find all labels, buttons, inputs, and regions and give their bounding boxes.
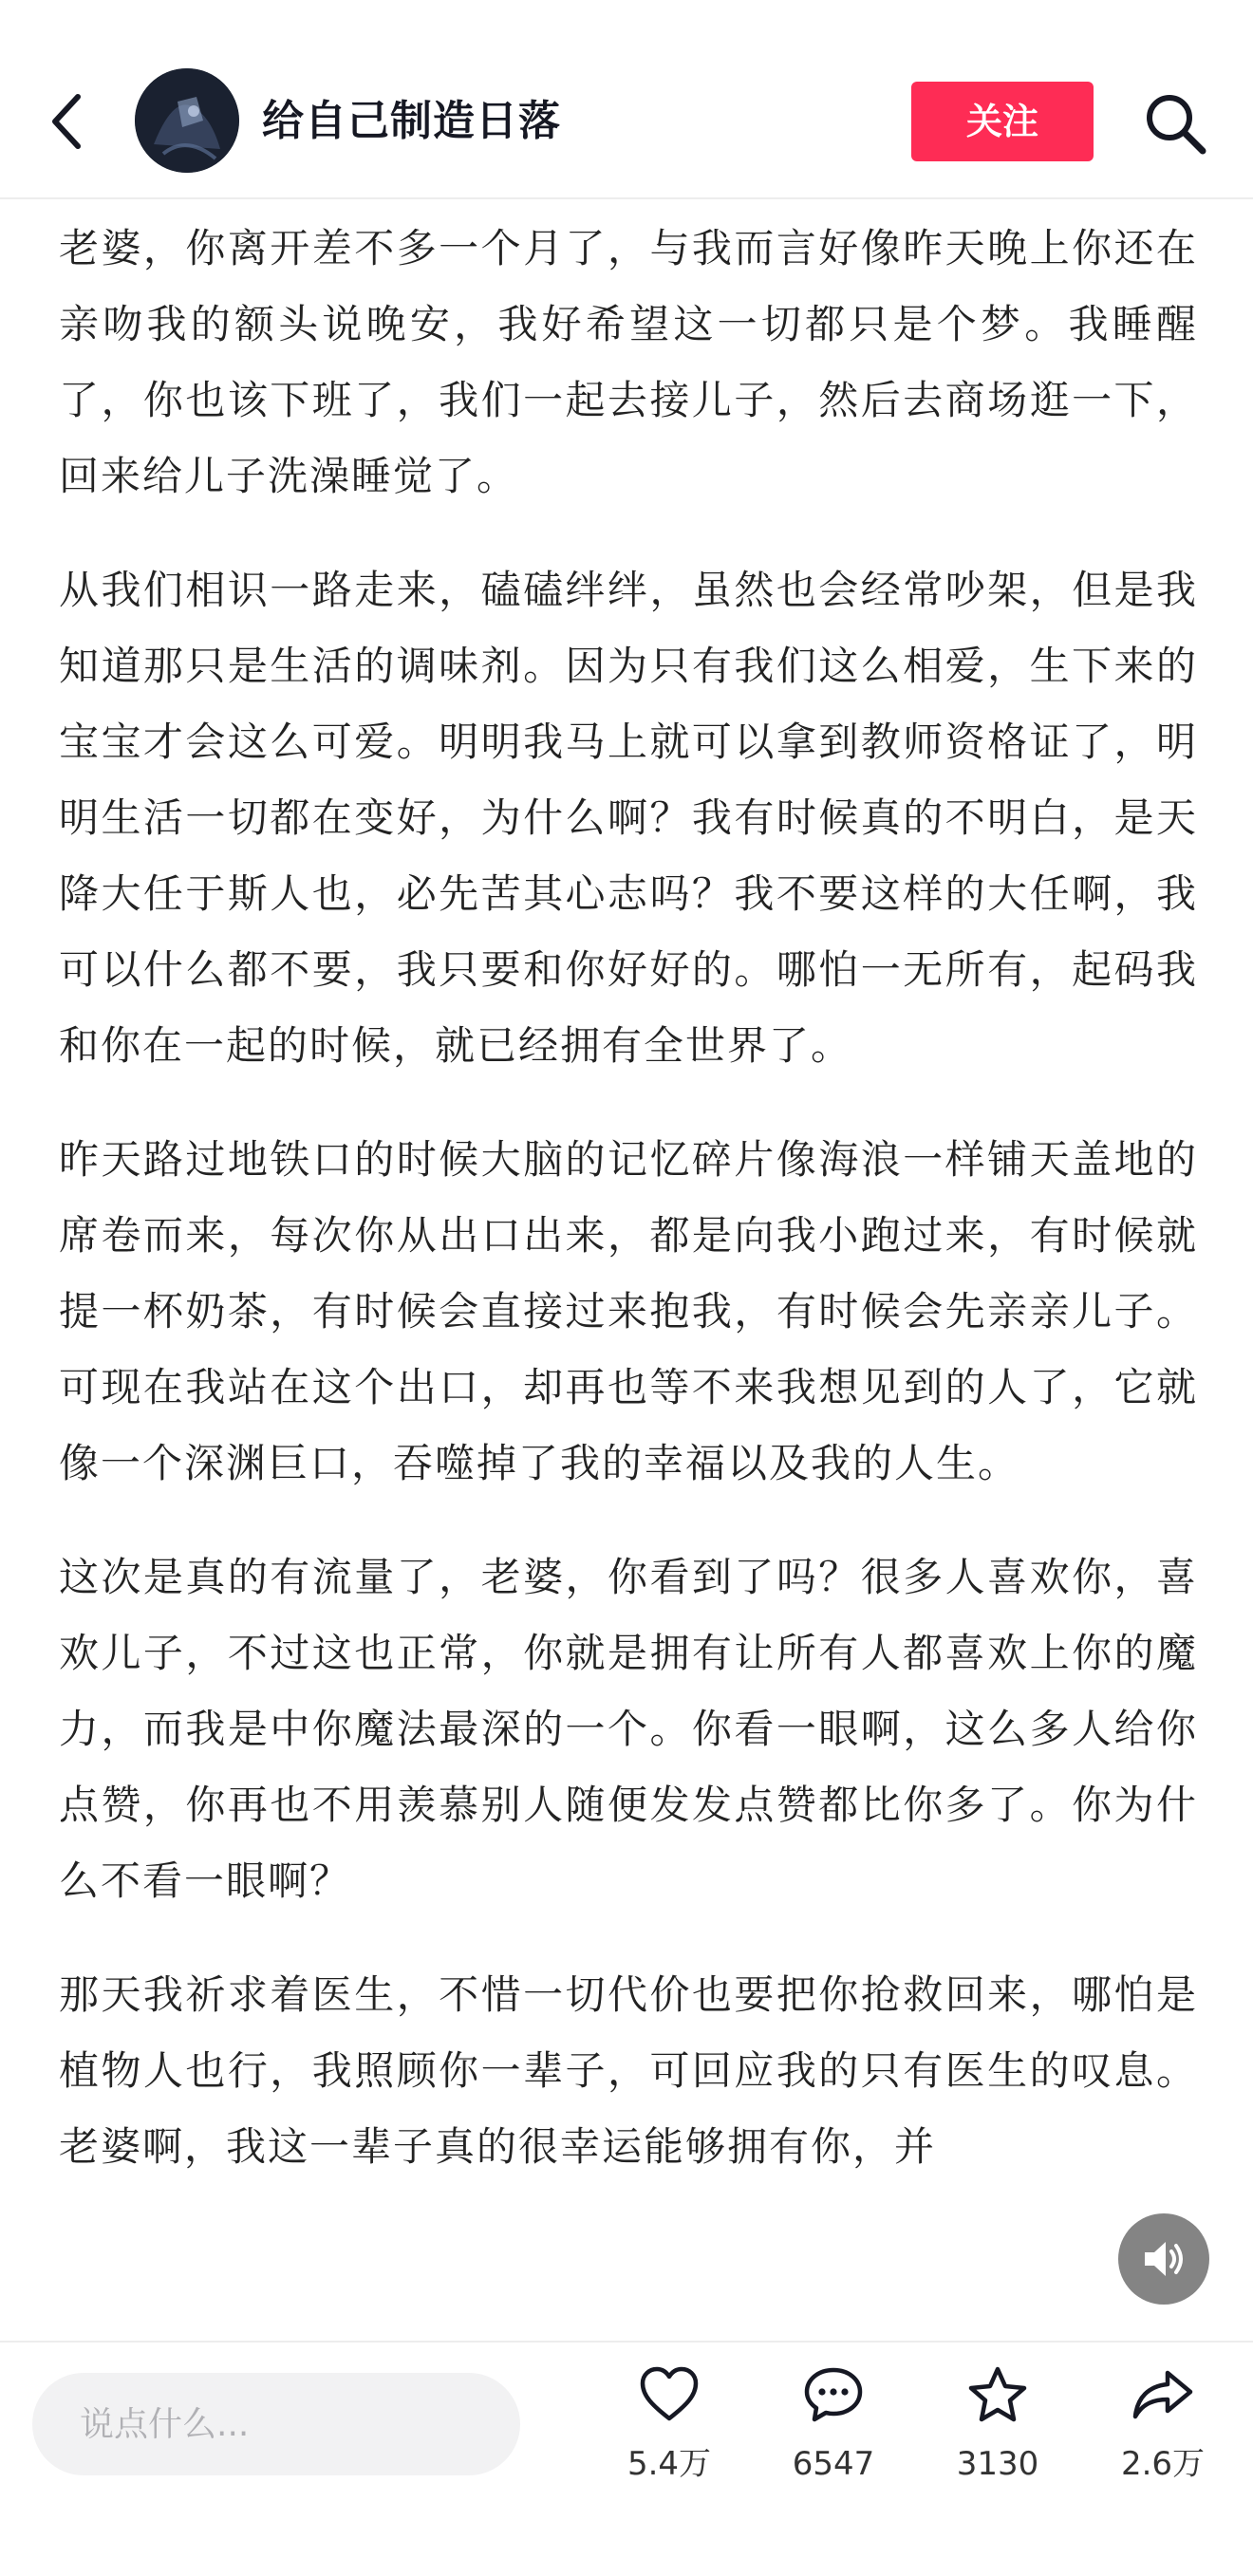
volume-button[interactable] xyxy=(1118,2213,1209,2305)
share-arrow-icon xyxy=(1131,2367,1194,2422)
heart-icon xyxy=(639,2366,700,2423)
search-button[interactable] xyxy=(1137,85,1213,161)
bottom-action-bar xyxy=(0,2341,1253,2576)
like-count: 5.4万 xyxy=(626,2445,712,2483)
avatar-image xyxy=(135,68,239,173)
comment-bubble-icon xyxy=(803,2366,864,2423)
article-paragraph: 老婆，你离开差不多一个月了，与我而言好像昨天晚上你还在亲吻我的额头说晚安，我好希望这一切都只是个梦。我睡醒了，你也该下班了，我们一起去接儿子，然后去商场逛一下，回来给儿子洗澡睡觉了。 xyxy=(59,225,1198,499)
favorite-button[interactable] xyxy=(931,2361,1064,2504)
author-avatar[interactable] xyxy=(135,68,239,173)
comment-count: 6547 xyxy=(792,2445,875,2483)
comment-input[interactable] xyxy=(32,2373,520,2475)
like-button[interactable] xyxy=(603,2361,736,2504)
follow-button[interactable]: 关注 xyxy=(911,82,1094,161)
article-body xyxy=(59,211,1198,2342)
search-icon xyxy=(1142,90,1208,157)
article-paragraph: 那天我祈求着医生，不惜一切代价也要把你抢救回来，哪怕是植物人也行，我照顾你一辈子，可回应我的只有医生的叹息。老婆啊，我这一辈子真的很幸运能够拥有你，并 xyxy=(59,1971,1198,2170)
speaker-volume-icon xyxy=(1139,2234,1188,2284)
back-arrow-icon xyxy=(47,91,85,152)
article-paragraph: 昨天路过地铁口的时候大脑的记忆碎片像海浪一样铺天盖地的席卷而来，每次你从出口出来，都是向我小跑过来，有时候就提一杯奶茶，有时候会直接过来抱我，有时候会先亲亲儿子。可现在我站在这个出口，却再也等不来我想见到的人了，它就像一个深渊巨口，吞噬掉了我的幸福以及我的人生。 xyxy=(59,1136,1198,1486)
author-name[interactable]: 给自己制造日落 xyxy=(262,97,561,145)
share-button[interactable] xyxy=(1096,2361,1229,2504)
favorite-count: 3130 xyxy=(956,2445,1039,2483)
share-count: 2.6万 xyxy=(1120,2445,1206,2483)
comment-button[interactable] xyxy=(767,2361,900,2504)
star-icon xyxy=(967,2365,1028,2424)
article-paragraph: 这次是真的有流量了，老婆，你看到了吗？很多人喜欢你，喜欢儿子，不过这也正常，你就是拥有让所有人都喜欢上你的魔力，而我是中你魔法最深的一个。你看一眼啊，这么多人给你点赞，你再也不用羡慕别人随便发发点赞都比你多了。你为什么不看一眼啊？ xyxy=(59,1554,1198,1904)
article-paragraph: 从我们相识一路走来，磕磕绊绊，虽然也会经常吵架，但是我知道那只是生活的调味剂。因为只有我们这么相爱，生下来的宝宝才会这么可爱。明明我马上就可以拿到教师资格证了，明明生活一切都在变好，为什么啊？我有时候真的不明白，是天降大任于斯人也，必先苦其心志吗？我不要这样的大任啊，我可以什么都不要，我只要和你好好的。哪怕一无所有，起码我和你在一起的时候，就已经拥有全世界了。 xyxy=(59,567,1198,1069)
top-nav-bar xyxy=(0,0,1253,199)
back-button[interactable] xyxy=(38,84,95,159)
